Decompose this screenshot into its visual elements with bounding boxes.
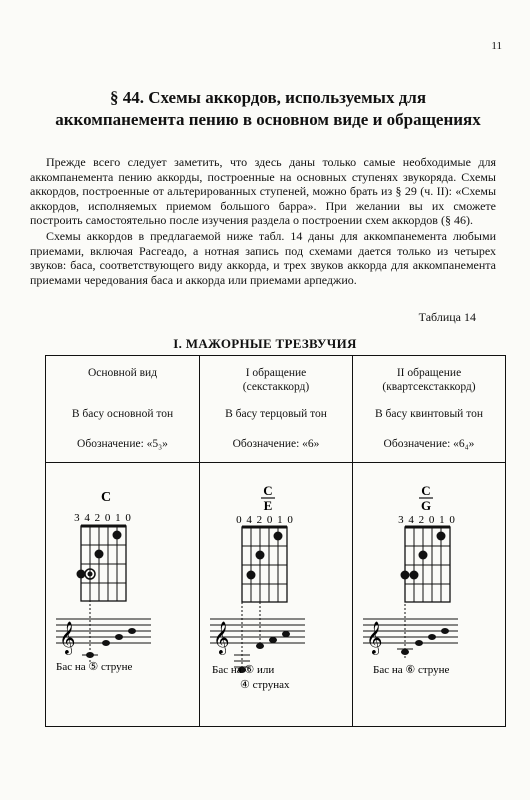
finger-dots <box>247 532 283 580</box>
bass-string-caption: Бас на ⑥ или <box>212 664 275 676</box>
note <box>282 631 290 637</box>
column-name: I обращение <box>245 367 307 379</box>
column-header-root <box>46 356 199 462</box>
chord-designation: Обозначение: «6₄» <box>383 438 475 450</box>
bass-description: В басу основной тон <box>71 408 174 420</box>
column-name-sub: (квартсекстаккорд) <box>382 381 476 393</box>
chord-bass-name: E <box>263 498 273 513</box>
finger-dot <box>410 571 419 580</box>
note <box>401 649 409 655</box>
finger-dot <box>256 551 265 560</box>
column-header-first-inversion <box>200 356 352 462</box>
finger-dot <box>95 550 104 559</box>
svg-text:𝄞: 𝄞 <box>213 623 230 654</box>
finger-dot <box>88 572 93 577</box>
finger-dot <box>77 570 86 579</box>
paragraph-1: Прежде всего следует заметить, что здесь даны только самые необходимые для аккомпанемента пению аккорды, построенные на основных ступенях звукоряда. Схемы аккордов, построенные от альтерированных ступеней, можно брать из § 29 (ч. II): «Схемы аккордов, исполняемых приемом большого барра». При желании вы их сможете построить самостоятельно после изучения раздела о построении схем аккордов (§ 46). <box>30 155 496 228</box>
finger-dot <box>113 531 122 540</box>
finger-dot <box>401 571 410 580</box>
chord-cell-second-inversion <box>353 464 505 726</box>
bass-description: В басу квинтовый тон <box>375 408 483 420</box>
finger-dot <box>419 551 428 560</box>
fingering-numbers: 3 4 2 0 1 0 <box>74 512 132 524</box>
chord-table <box>45 355 506 727</box>
note <box>256 643 264 649</box>
column-name: II обращение <box>396 367 462 379</box>
note <box>269 637 277 643</box>
bass-string-caption: Бас на ⑥ струне <box>373 664 450 676</box>
bass-description: В басу терцовый тон <box>225 408 327 420</box>
section-heading: I. МАЖОРНЫЕ ТРЕЗВУЧИЯ <box>173 336 357 351</box>
table-label: Таблица 14 <box>418 310 476 324</box>
bass-string-caption: Бас на ⑤ струне <box>56 661 133 673</box>
chord-cell-root <box>46 464 199 726</box>
finger-dot <box>437 532 446 541</box>
note <box>115 634 123 640</box>
treble-clef-icon <box>59 622 76 655</box>
chord-name: C <box>421 483 431 498</box>
header-divider <box>46 462 505 463</box>
note <box>415 640 423 646</box>
column-name-sub: (секстаккорд) <box>242 381 310 393</box>
page-number: 11 <box>491 40 502 52</box>
note <box>86 652 94 658</box>
finger-dot <box>247 571 256 580</box>
chord-diagram-first-inversion <box>200 464 352 726</box>
svg-text:𝄞: 𝄞 <box>366 623 383 654</box>
section-title-line-1: § 44. Схемы аккордов, используемых для <box>109 88 427 107</box>
chord-designation: Обозначение: «6» <box>232 438 320 450</box>
svg-text:𝄞: 𝄞 <box>59 623 76 654</box>
fingering-numbers: 3 4 2 0 1 0 <box>398 514 456 526</box>
paragraph-2: Схемы аккордов в предлагаемой ниже табл. 14 даны для аккомпанемента любыми приемами, включая Расгеадо, а нотная запись под схемами дается только из четырех звуков: баса, соответствующего виду аккорда, и трех звуков аккорда для аккомпанемента приемами чередования баса и аккорда или приемами арпеджио. <box>30 229 496 287</box>
bass-string-caption-2: ④ струнах <box>240 679 290 691</box>
treble-clef-icon <box>366 622 383 655</box>
treble-clef-icon <box>213 622 230 655</box>
chord-designation: Обозначение: «5₃» <box>77 438 168 450</box>
chord-name: C <box>263 483 273 498</box>
note <box>102 640 110 646</box>
chord-diagram-second-inversion <box>353 464 505 726</box>
column-header-second-inversion <box>353 356 505 462</box>
note <box>441 628 449 634</box>
section-title <box>40 87 496 131</box>
finger-dot <box>274 532 283 541</box>
note <box>128 628 136 634</box>
fingering-numbers: 0 4 2 0 1 0 <box>236 514 294 526</box>
column-name: Основной вид <box>87 367 158 379</box>
chord-diagram-root <box>46 464 199 726</box>
note <box>428 634 436 640</box>
chord-bass-name: G <box>420 498 432 513</box>
chord-name: C <box>100 490 112 505</box>
chord-cell-first-inversion <box>200 464 352 726</box>
section-title-line-2: аккомпанемента пению в основном виде и обращениях <box>55 110 481 129</box>
